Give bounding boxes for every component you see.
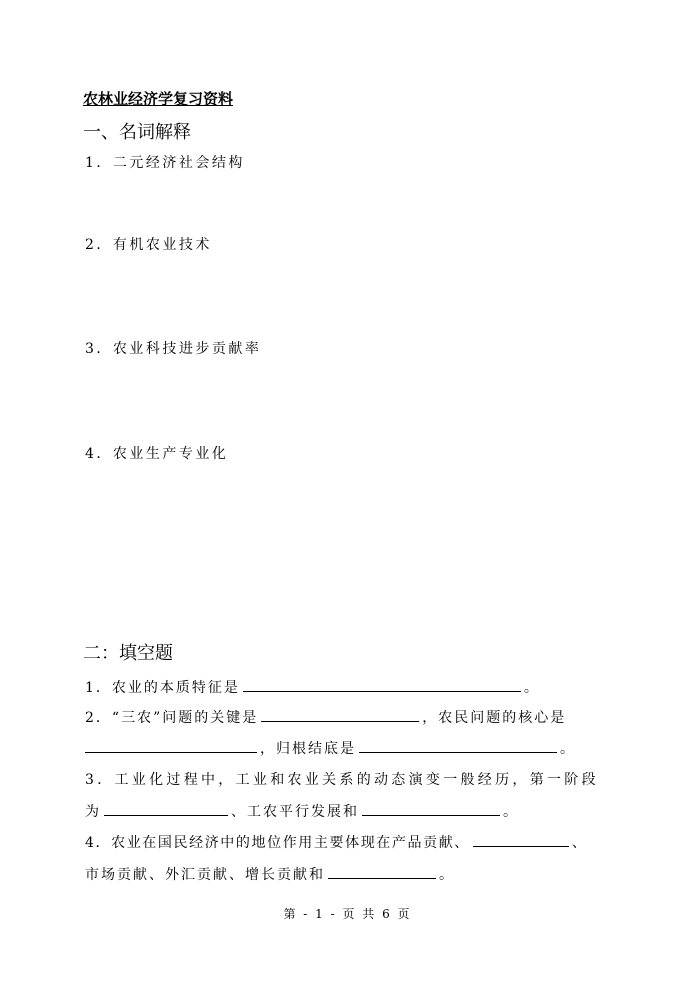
definition-item: 1．二元经济社会结构 [85, 155, 245, 171]
page-footer: 第 - 1 - 页 共 6 页 [283, 907, 412, 921]
answer-blank[interactable] [243, 677, 521, 692]
answer-blank[interactable] [359, 738, 557, 753]
answer-blank[interactable] [85, 738, 257, 753]
section-heading-definitions: 一、名词解释 [83, 122, 191, 143]
question-text: 4．农业在国民经济中的地位作用主要体现在产品贡献、 [85, 835, 470, 851]
question-3-continued [85, 801, 519, 821]
question-1 [85, 677, 540, 697]
answer-blank[interactable] [104, 801, 228, 816]
answer-blank[interactable] [473, 832, 569, 847]
question-2 [85, 707, 566, 727]
question-4-continued [85, 864, 455, 884]
question-3 [85, 769, 599, 789]
question-text: ，农民问题的核心是 [422, 710, 567, 726]
document-title: 农林业经济学复习资料 [83, 90, 234, 108]
question-text: 、 [571, 835, 588, 851]
definition-item: 3．农业科技进步贡献率 [85, 341, 262, 357]
question-text: 市场贡献、外汇贡献、增长贡献和 [85, 867, 325, 883]
question-text: ，归根结底是 [260, 741, 356, 757]
definition-item: 4．农业生产专业化 [85, 446, 229, 462]
question-2-continued [85, 738, 576, 758]
question-text: 。 [560, 741, 576, 757]
question-4 [85, 832, 588, 852]
question-text: 。 [523, 680, 540, 696]
answer-blank[interactable] [328, 864, 436, 879]
answer-blank[interactable] [362, 801, 500, 816]
answer-blank[interactable] [261, 707, 419, 722]
section-heading-fill-blanks: 二：填空题 [83, 643, 173, 664]
question-text: 为 [85, 804, 101, 820]
question-text: 。 [503, 804, 519, 820]
question-text: 2．“三农”问题的关键是 [85, 710, 259, 726]
definition-item: 2．有机农业技术 [85, 237, 212, 253]
question-text: 。 [439, 867, 455, 883]
question-text: 1．农业的本质特征是 [85, 680, 240, 696]
question-text: 、工农平行发展和 [231, 804, 359, 820]
question-text: 3．工业化过程中，工业和农业关系的动态演变一般经历，第一阶段 [85, 772, 599, 788]
